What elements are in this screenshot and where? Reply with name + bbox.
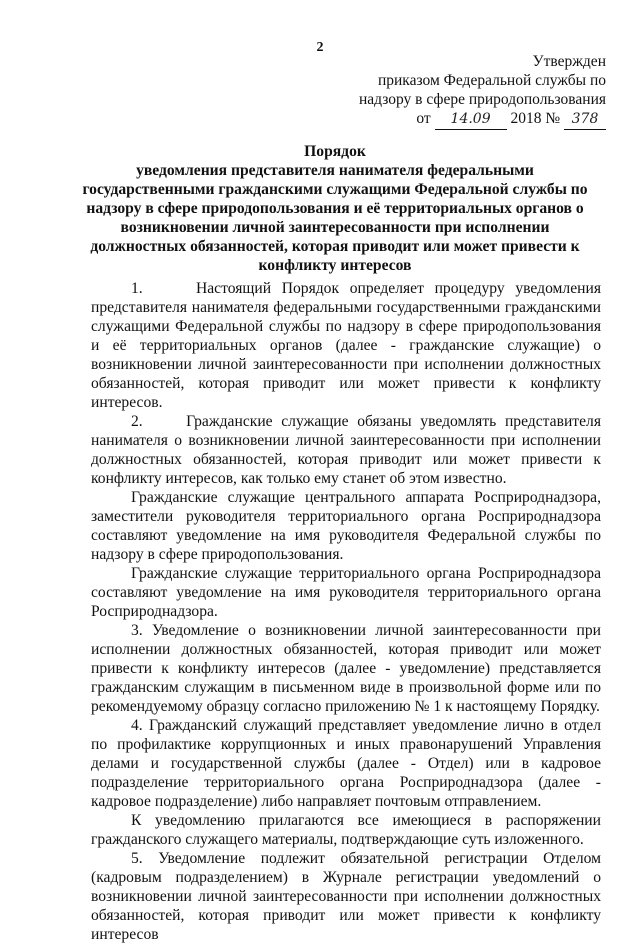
document-body — [91, 279, 601, 944]
title-subtitle-line: конфликту интересов — [258, 257, 412, 274]
paragraph: К уведомлению прилагаются все имеющиеся в распоряжении гражданского служащего материалы, подтверждающие суть изложенного. — [91, 812, 601, 848]
handwritten-date: 14.09 — [435, 110, 507, 130]
paragraph: 1. Настоящий Порядок определяет процедуру уведомления представителя нанимателя федеральными государственными гражданскими служащими Федеральной службы по надзору в сфере природопользования и её территориальных органов (далее - гражданские служащие) о возникновении личной заинтересованности при исполнении должностных обязанностей, которая приводит или может привести к конфликту интересов. — [91, 280, 601, 411]
title-subtitle-line: должностных обязанностей, которая приводит или может привести к — [90, 238, 580, 255]
paragraph: 3. Уведомление о возникновении личной заинтересованности при исполнении должностных обязанностей, которая приводит или может привести к конфликту интересов (далее - уведомление) представляется гражданским служащим в письменном виде в произвольной форме или по рекомендуемому образцу согласно приложению № 1 к настоящему Порядку. — [91, 622, 601, 715]
approval-date-prefix: от — [416, 110, 431, 127]
approval-line-1: Утвержден — [532, 53, 606, 70]
page-number: 2 — [316, 40, 324, 55]
paragraph: 4. Гражданский служащий представляет уведомление лично в отдел по профилактике коррупционных и иных правонарушений Управления делами и государственной службы (далее - Отдел) или в кадровое подразделение территориального органа Росприроднадзора (далее - кадровое подразделение) либо направляет почтовым отправлением. — [91, 717, 601, 810]
paragraph: 5. Уведомление подлежит обязательной регистрации Отделом (кадровым подразделением) в Журнале регистрации уведомлений о возникновении личной заинтересованности при исполнении должностных обязанностей, которая приводит или может привести к конфликту интересов — [91, 850, 601, 943]
approval-date-line — [359, 109, 606, 130]
document-title — [70, 142, 600, 275]
handwritten-order-number: 378 — [564, 110, 606, 130]
approval-line-3: надзору в сфере природопользования — [358, 91, 606, 108]
title-subtitle-line: надзору в сфере природопользования и её территориальных органов о — [86, 200, 584, 217]
paragraph: 2. Гражданские служащие обязаны уведомлять представителя нанимателя о возникновении личной заинтересованности при исполнении должностных обязанностей, которая приводит или может привести к конфликту интересов, как только ему станет об этом известно. — [91, 413, 601, 487]
approval-year-no: 2018 № — [510, 110, 561, 127]
title-subtitle-line: уведомления представителя нанимателя федеральными — [136, 162, 534, 179]
title-subtitle-line: возникновении личной заинтересованности при исполнении — [120, 219, 550, 236]
title-subtitle-line: государственными гражданскими служащими Федеральной службы по — [82, 181, 588, 198]
paragraph: Гражданские служащие центрального аппарата Росприроднадзора, заместители руководителя территориального органа Росприроднадзора составляют уведомление на имя руководителя Федеральной службы по надзору в сфере природопользования. — [91, 489, 601, 563]
approval-line-2: приказом Федеральной службы по — [377, 72, 606, 89]
paragraph: Гражданские служащие территориального органа Росприроднадзора составляют уведомление на имя руководителя территориального органа Росприроднадзора. — [91, 565, 601, 620]
approval-stamp — [359, 52, 606, 130]
title-heading: Порядок — [304, 143, 366, 160]
